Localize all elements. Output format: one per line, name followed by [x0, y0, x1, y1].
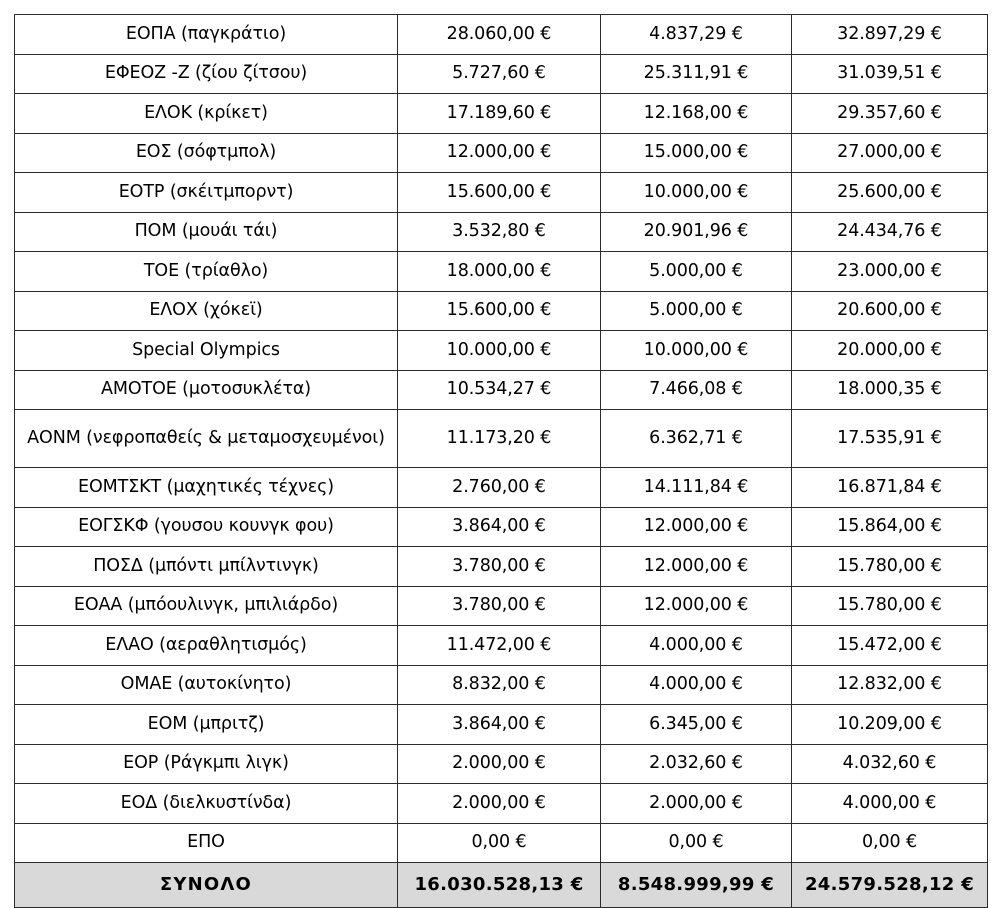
amount-cell-3: 20.000,00 € [792, 331, 988, 371]
table-row [15, 468, 988, 508]
total-amount-cell-2: 8.548.999,99 € [601, 863, 792, 908]
federation-name-cell: ΑΟΝΜ (νεφροπαθείς & μεταμοσχευμένοι) [15, 410, 398, 468]
amount-cell-2: 7.466,08 € [601, 370, 792, 410]
amount-cell-3: 15.780,00 € [792, 547, 988, 587]
amount-cell-1: 5.727,60 € [398, 54, 601, 94]
federation-name-cell: ΕΟΑΑ (μπόουλινγκ, μπιλιάρδο) [15, 586, 398, 626]
federation-name-cell: ΕΠΟ [15, 823, 398, 863]
table-row [15, 331, 988, 371]
table-row [15, 547, 988, 587]
amount-cell-3: 18.000,35 € [792, 370, 988, 410]
amount-cell-3: 27.000,00 € [792, 133, 988, 173]
table-row [15, 784, 988, 824]
table-row [15, 410, 988, 468]
table-row [15, 626, 988, 666]
amount-cell-2: 20.901,96 € [601, 212, 792, 252]
amount-cell-3: 25.600,00 € [792, 173, 988, 213]
amount-cell-3: 10.209,00 € [792, 705, 988, 745]
amount-cell-2: 5.000,00 € [601, 291, 792, 331]
amount-cell-3: 12.832,00 € [792, 665, 988, 705]
amount-cell-1: 3.780,00 € [398, 547, 601, 587]
amount-cell-2: 10.000,00 € [601, 173, 792, 213]
table-row [15, 212, 988, 252]
federation-name-cell: ΕΦΕΟΖ -Ζ (ζίου ζίτσου) [15, 54, 398, 94]
federation-name-cell: ΕΟΣ (σόφτμπολ) [15, 133, 398, 173]
federation-name-cell: ΕΛΟΚ (κρίκετ) [15, 94, 398, 134]
table-row [15, 291, 988, 331]
table-row [15, 54, 988, 94]
amount-cell-3: 20.600,00 € [792, 291, 988, 331]
table-row [15, 173, 988, 213]
amount-cell-1: 10.000,00 € [398, 331, 601, 371]
amount-cell-3: 16.871,84 € [792, 468, 988, 508]
amount-cell-2: 5.000,00 € [601, 252, 792, 292]
amount-cell-3: 32.897,29 € [792, 15, 988, 55]
amount-cell-3: 24.434,76 € [792, 212, 988, 252]
amount-cell-3: 23.000,00 € [792, 252, 988, 292]
federation-name-cell: ΠΟΜ (μουάι τάι) [15, 212, 398, 252]
amount-cell-1: 15.600,00 € [398, 291, 601, 331]
amount-cell-1: 2.000,00 € [398, 784, 601, 824]
amount-cell-3: 17.535,91 € [792, 410, 988, 468]
amount-cell-2: 12.000,00 € [601, 507, 792, 547]
amount-cell-1: 11.173,20 € [398, 410, 601, 468]
amount-cell-3: 15.472,00 € [792, 626, 988, 666]
amount-cell-2: 12.000,00 € [601, 547, 792, 587]
amount-cell-1: 3.532,80 € [398, 212, 601, 252]
table-total-row [15, 863, 988, 908]
table-row [15, 252, 988, 292]
federation-name-cell: ΕΛΟΧ (χόκεϊ) [15, 291, 398, 331]
federation-name-cell: ΟΜΑΕ (αυτοκίνητο) [15, 665, 398, 705]
amount-cell-1: 2.760,00 € [398, 468, 601, 508]
amount-cell-2: 0,00 € [601, 823, 792, 863]
amount-cell-3: 4.032,60 € [792, 744, 988, 784]
federation-name-cell: ΕΟΠΑ (παγκράτιο) [15, 15, 398, 55]
table-row [15, 823, 988, 863]
federation-name-cell: ΕΟΤΡ (σκέιτμπορντ) [15, 173, 398, 213]
amount-cell-2: 2.000,00 € [601, 784, 792, 824]
federation-name-cell: ΑΜΟΤΟΕ (μοτοσυκλέτα) [15, 370, 398, 410]
table-row [15, 586, 988, 626]
amount-cell-1: 18.000,00 € [398, 252, 601, 292]
amount-cell-2: 2.032,60 € [601, 744, 792, 784]
amount-cell-2: 10.000,00 € [601, 331, 792, 371]
amount-cell-1: 10.534,27 € [398, 370, 601, 410]
amount-cell-1: 28.060,00 € [398, 15, 601, 55]
amount-cell-3: 0,00 € [792, 823, 988, 863]
amount-cell-2: 14.111,84 € [601, 468, 792, 508]
federation-name-cell: ΕΟΜ (μπριτζ) [15, 705, 398, 745]
federation-name-cell: ΕΟΓΣΚΦ (γουσου κουνγκ φου) [15, 507, 398, 547]
amount-cell-2: 4.000,00 € [601, 665, 792, 705]
amount-cell-2: 6.362,71 € [601, 410, 792, 468]
amount-cell-2: 12.168,00 € [601, 94, 792, 134]
amount-cell-1: 11.472,00 € [398, 626, 601, 666]
amount-cell-1: 3.864,00 € [398, 507, 601, 547]
table-row [15, 705, 988, 745]
total-amount-cell-3: 24.579.528,12 € [792, 863, 988, 908]
amount-cell-2: 4.000,00 € [601, 626, 792, 666]
amount-cell-3: 29.357,60 € [792, 94, 988, 134]
table-row [15, 370, 988, 410]
total-amount-cell-1: 16.030.528,13 € [398, 863, 601, 908]
amount-cell-2: 15.000,00 € [601, 133, 792, 173]
federation-name-cell: ΕΟΔ (διελκυστίνδα) [15, 784, 398, 824]
table-container [14, 14, 987, 908]
amount-cell-3: 15.864,00 € [792, 507, 988, 547]
federation-name-cell: ΕΛΑΟ (αεραθλητισμός) [15, 626, 398, 666]
amount-cell-1: 3.780,00 € [398, 586, 601, 626]
table-row [15, 744, 988, 784]
federation-name-cell: ΤΟΕ (τρίαθλο) [15, 252, 398, 292]
amount-cell-1: 0,00 € [398, 823, 601, 863]
table-row [15, 15, 988, 55]
amount-cell-1: 2.000,00 € [398, 744, 601, 784]
total-label-cell: ΣΥΝΟΛΟ [15, 863, 398, 908]
amount-cell-3: 4.000,00 € [792, 784, 988, 824]
federation-name-cell: Special Olympics [15, 331, 398, 371]
amount-cell-1: 3.864,00 € [398, 705, 601, 745]
amount-cell-2: 4.837,29 € [601, 15, 792, 55]
table-body [15, 15, 988, 908]
amount-cell-1: 15.600,00 € [398, 173, 601, 213]
amount-cell-1: 17.189,60 € [398, 94, 601, 134]
federation-grants-table [14, 14, 988, 908]
table-row [15, 665, 988, 705]
amount-cell-3: 15.780,00 € [792, 586, 988, 626]
table-row [15, 94, 988, 134]
amount-cell-2: 25.311,91 € [601, 54, 792, 94]
table-row [15, 133, 988, 173]
amount-cell-2: 6.345,00 € [601, 705, 792, 745]
amount-cell-3: 31.039,51 € [792, 54, 988, 94]
amount-cell-1: 12.000,00 € [398, 133, 601, 173]
federation-name-cell: ΕΟΜΤΣΚΤ (μαχητικές τέχνες) [15, 468, 398, 508]
federation-name-cell: ΕΟΡ (Ράγκμπι λιγκ) [15, 744, 398, 784]
amount-cell-1: 8.832,00 € [398, 665, 601, 705]
table-row [15, 507, 988, 547]
federation-name-cell: ΠΟΣΔ (μπόντι μπίλντινγκ) [15, 547, 398, 587]
amount-cell-2: 12.000,00 € [601, 586, 792, 626]
